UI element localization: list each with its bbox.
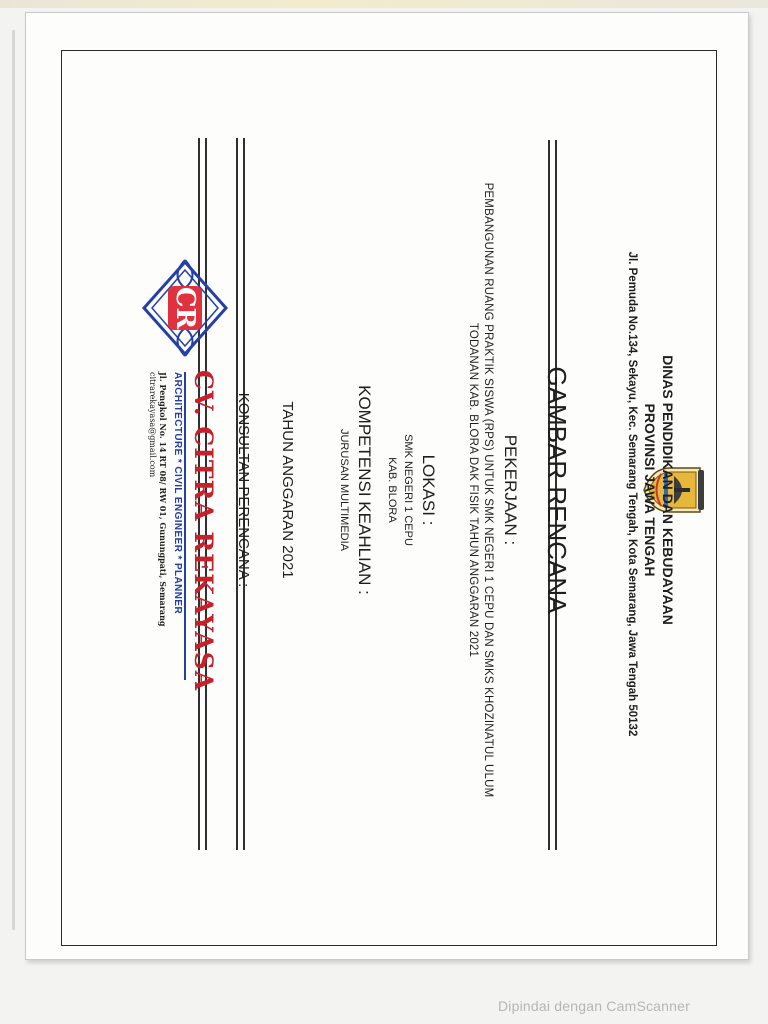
budget-year: TAHUN ANGGARAN 2021 <box>279 401 296 579</box>
location-label: LOKASI : <box>419 454 438 526</box>
consultant-tagline: ARCHITECTURE * CIVIL ENGINEER * PLANNER <box>172 372 183 615</box>
office-name-line2: PROVINSI JAWA TENGAH <box>642 403 658 577</box>
consultant-email: citrarekayasa@gmail.com <box>148 372 157 478</box>
scan-left-edge <box>12 30 15 930</box>
work-description-line1: PEMBANGUNAN RUANG PRAKTIK SISWA (RPS) UNTUK SMK NEGERI 1 CEPU DAN SMKS KHOZINATUL ULUM <box>482 182 494 798</box>
competency-value: JURUSAN MULTIMEDIA <box>338 428 350 552</box>
document-title: GAMBAR RENCANA <box>542 366 572 614</box>
consultant-label: KONSULTAN PERENCANA : <box>235 392 252 588</box>
company-underline <box>184 372 186 680</box>
scan-top-strip <box>0 0 768 8</box>
scanner-watermark: Dipindai dengan CamScanner <box>498 998 690 1014</box>
consultant-logo-text: CR <box>170 286 200 330</box>
location-regency: KAB. BLORA <box>386 457 398 523</box>
consultant-address: Jl. Pengkol No. 14 RT 08/ RW 01, Gunungpati, Semarang <box>158 372 168 627</box>
office-address: Jl. Pemuda No.134, Sekayu, Kec. Semarang Tengah, Kota Semarang, Jawa Tengah 50132 <box>626 251 638 737</box>
rotated-content <box>46 110 676 910</box>
location-school: SMK NEGERI 1 CEPU <box>402 434 414 546</box>
consultant-logo-icon <box>140 258 230 358</box>
competency-label: KOMPETENSI KEAHLIAN : <box>355 385 374 595</box>
work-label: PEKERJAAN : <box>501 434 520 546</box>
office-name-line1: DINAS PENDIDIKAN DAN KEBUDAYAAN <box>660 355 676 625</box>
consultant-company-name: CV. CITRA REKAYASA <box>189 370 218 692</box>
work-description-line2: TODANAN KAB. BLORA DAK FISIK TAHUN ANGGARAN 2021 <box>467 322 479 658</box>
